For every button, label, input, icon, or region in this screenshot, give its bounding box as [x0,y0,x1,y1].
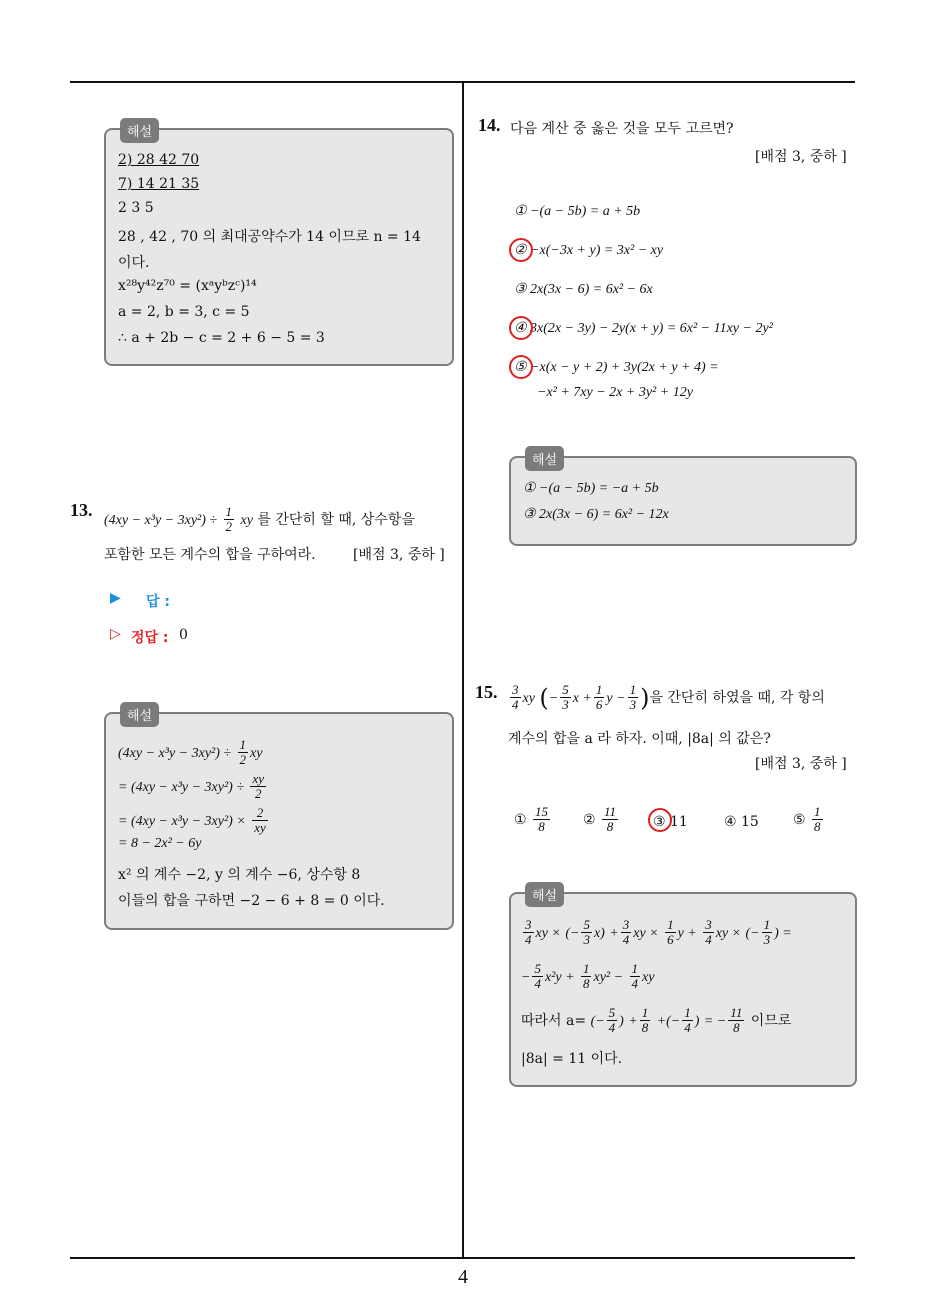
fraction: $\frac{3}{4}$ [512,682,519,713]
fraction: $\frac{1}{8}$ [582,961,590,992]
bottom-rule [70,1257,855,1259]
q15-sol-line-3: 따라서 a= (− $\frac{5}{4}$ ) + $\frac{1}{8}$ +(− $\frac{1}{4}$ ) = − $\frac{11}{8}$ 이므로 [521,1005,792,1036]
q13-question-line-1: (4xy − x³y − 3xy²) ÷ $\frac{1}{2}$ xy 를 간단히 할 때, 상수항을 [104,504,415,535]
fraction: $\frac{3}{4}$ [525,917,532,948]
q14-sol-line-2: ③ 2x(3x − 6) = 6x² − 12x [523,507,669,522]
fraction: $\frac{2}{xy}$ [254,805,266,836]
q15-meta: [배점 3, 중하 ] [755,756,847,772]
q14-option-4: ④ 3x(2x − 3y) − 2y(x + y) = 6x² − 11xy − 2y² [514,321,773,336]
q13-meta: [배점 3, 중하 ] [353,547,445,563]
q15-choice-5: ⑤ $\frac{1}{8}$ [793,804,821,835]
q14-option-1: ① −(a − 5b) = a + 5b [514,204,641,219]
q12-sol-line-5: 이다. [118,255,150,271]
q15-sol-line-1: $\frac{3}{4}$ xy × (− $\frac{5}{3}$ x) + $\frac{3}{4}$ xy × $\frac{1}{6}$ y + $\frac{3}{4}$ xy × (− $\frac{1}{3}$ ) = [525,917,792,948]
q15-choice-4: ④ 15 [724,814,759,830]
fraction: $\frac{xy}{2}$ [252,771,265,802]
q14-sol-line-1: ① −(a − 5b) = −a + 5b [523,481,659,496]
q14-meta: [배점 3, 중하 ] [755,149,847,165]
q14-option-3: ③ 2x(3x − 6) = 6x² − 6x [514,282,653,297]
fraction: $\frac{15}{8}$ [535,804,549,835]
q12-solution-box [104,125,454,366]
column-divider [462,82,464,1258]
q15-question-line-1: $\frac{3}{4}$ xy (− $\frac{5}{3}$ x + $\frac{1}{6}$ y − $\frac{1}{3}$ )을 간단히 하였을 때, 각 항의 [512,682,825,713]
page-number: 4 [458,1266,468,1288]
fraction: $\frac{1}{6}$ [667,917,674,948]
fraction: $\frac{11}{8}$ [730,1005,743,1036]
fraction: $\frac{1}{3}$ [629,682,637,713]
selected-circle-icon [509,238,533,262]
fraction: $\frac{1}{3}$ [763,917,771,948]
fraction: $\frac{1}{2}$ [225,504,233,535]
q14-question: 다음 계산 중 옳은 것을 모두 고르면? [510,121,734,137]
fraction: $\frac{1}{2}$ [239,737,247,768]
correct-answer-value: 0 [179,627,188,643]
fraction: $\frac{11}{8}$ [604,804,617,835]
q14-solution-box [509,453,857,546]
solution-tag: 해설 [525,446,564,471]
q12-sol-line-7: a = 2, b = 3, c = 5 [118,304,250,320]
solution-tag: 해설 [120,702,159,727]
q15-solution-box [509,889,857,1087]
q13-sol-line-6: 이들의 합을 구하면 −2 − 6 + 8 = 0 이다. [118,893,385,909]
fraction: $\frac{5}{4}$ [608,1005,616,1036]
q14-option-5-cont: −x² + 7xy − 2x + 3y² + 12y [537,385,693,400]
fraction: $\frac{1}{6}$ [595,682,603,713]
q13-sol-line-4: = 8 − 2x² − 6y [118,836,202,851]
q15-number: 15. [475,682,498,702]
solution-tag: 해설 [120,118,159,143]
q13-question-line-2: 포함한 모든 계수의 합을 구하여라. [104,547,316,563]
fraction: $\frac{1}{4}$ [684,1005,691,1036]
answer-label: 답 : [146,594,170,610]
fraction: $\frac{5}{3}$ [583,917,590,948]
solution-tag: 해설 [525,882,564,907]
q14-number: 14. [478,115,501,135]
fraction: $\frac{1}{8}$ [814,804,821,835]
correct-answer-label: 정답 : [131,630,169,646]
q12-sol-line-3: 2 3 5 [118,200,154,216]
q12-sol-line-8: ∴ a + 2b − c = 2 + 6 − 5 = 3 [118,330,325,346]
selected-circle-icon [509,316,533,340]
q15-question-line-2: 계수의 합을 a 라 하자. 이때, |8a| 의 값은? [508,731,771,747]
q14-option-5: ⑤ −x(x − y + 2) + 3y(2x + y + 4) = [514,360,719,375]
selected-circle-icon [648,808,672,832]
q12-sol-line-2: 7) 14 21 35 [118,176,200,192]
fraction: $\frac{5}{3}$ [562,682,569,713]
q15-choice-3: ③ 11 [653,814,688,830]
fraction: $\frac{1}{8}$ [641,1005,649,1036]
q15-choice-2: ② $\frac{11}{8}$ [583,804,617,835]
answer-arrow-icon: ▶ [110,590,121,606]
q13-sol-line-2: = (4xy − x³y − 3xy²) ÷ $\frac{xy}{2}$ [118,771,265,802]
correct-arrow-icon: ▷ [110,626,121,642]
q12-sol-line-6: x²⁸y⁴²z⁷⁰ = (xᵃyᵇzᶜ)¹⁴ [118,278,257,294]
fraction: $\frac{3}{4}$ [622,917,630,948]
q14-option-2: ② −x(−3x + y) = 3x² − xy [514,243,664,258]
selected-circle-icon [509,355,533,379]
fraction: $\frac{5}{4}$ [534,961,541,992]
q13-number: 13. [70,500,93,520]
q15-sol-line-4: |8a| = 11 이다. [521,1051,623,1067]
q12-sol-line-1: 2) 28 42 70 [118,152,200,168]
q15-sol-line-2: − $\frac{5}{4}$ x²y + $\frac{1}{8}$ xy² − $\frac{1}{4}$ xy [521,961,655,992]
q12-sol-line-4: 28 , 42 , 70 의 최대공약수가 14 이므로 n = 14 [118,229,421,245]
q13-sol-line-5: x² 의 계수 −2, y 의 계수 −6, 상수항 8 [118,867,361,883]
q13-solution-box [104,709,454,930]
fraction: $\frac{3}{4}$ [705,917,712,948]
fraction: $\frac{1}{4}$ [631,961,639,992]
q15-choice-1: ① $\frac{15}{8}$ [514,804,549,835]
q13-sol-line-3: = (4xy − x³y − 3xy²) × $\frac{2}{xy}$ [118,805,266,836]
q13-sol-line-1: (4xy − x³y − 3xy²) ÷ $\frac{1}{2}$ xy [118,737,263,768]
